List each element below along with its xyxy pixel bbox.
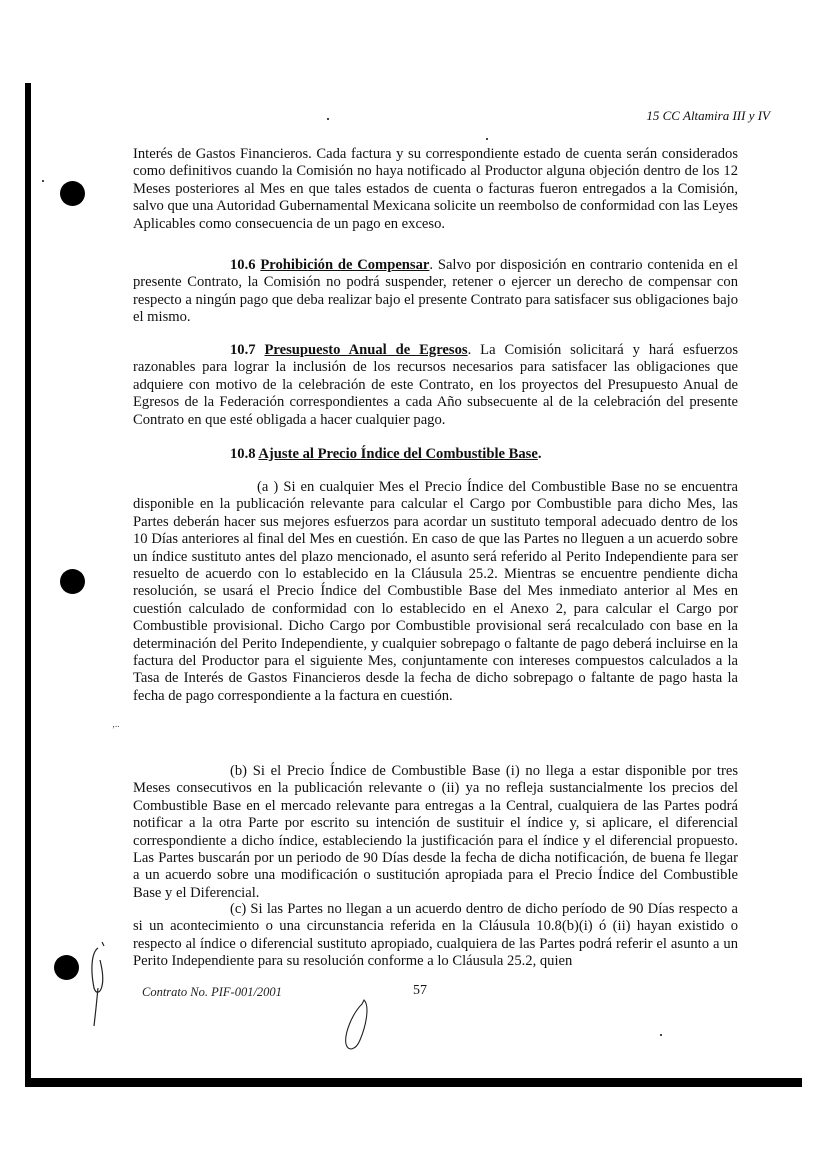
section-10-8-c: (c) Si las Partes no llegan a un acuerdo dentro de dicho período de 90 Días respecto a si un acontecimiento o una circunstancia referida en la Cláusula 10.8(b)(i) ó (ii) hayan existido o respecto al índice o diferencial sustituto apropiado, cualquiera de las Partes podrá referir el asunto a un Perito Independiente para su resolución conforme a lo Cláusula 25.2, quien (133, 901, 738, 970)
paragraph-continuation: Interés de Gastos Financieros. Cada factura y su correspondiente estado de cuenta serán considerados como definitivos cuando la Comisión no haya notificado al Productor alguna objeción dentro de los 12 Meses posteriores al Mes en que tales estados de cuenta o facturas fueron entregados a la Comisión, salvo que una Autoridad Gubernamental Mexicana solicite un reembolso de conformidad con las Leyes Aplicables como consecuencia de un pago en exceso. (133, 146, 738, 232)
scan-speck (42, 180, 44, 182)
scan-speck (486, 138, 488, 140)
section-10-8-period: . (537, 446, 542, 462)
section-10-6 (133, 257, 738, 327)
section-10-7-number: 10.7 (230, 342, 256, 358)
handwritten-initial-left (84, 938, 114, 1028)
scan-border-left (25, 83, 31, 1087)
section-10-7-text: . La Comisión solicitará y hará esfuerzos razonables para lograr la inclusión de los recursos necesarios para satisfacer las obligaciones que adquiere con motivo de la celebración de este Contrato, en los proyectos del Presupuesto Anual de Egresos de la Federación correspondientes a cada Año subsecuente al de la celebración del presente Contrato en que esté obligada a hacer cualquier pago. (133, 342, 739, 428)
section-10-8-a: (a ) Si en cualquier Mes el Precio Índice del Combustible Base no se encuentra disponible en la publicación relevante para calcular el Cargo por Combustible para dicho Mes, las Partes deberán hacer sus mejores esfuerzos para acordar un sustituto temporal adecuado dentro de los 10 Días anteriores al final del Mes en cuestión. En caso de que las Partes no lleguen a un acuerdo sobre un índice sustituto antes del plazo mencionado, el asunto será referido al Perito Independiente para ser resuelto de acuerdo con lo establecido en la Cláusula 25.2. Mientras se encuentre pendiente dicha resolución, se usará el Precio Índice del Combustible Base del Mes inmediato anterior al Mes en cuestión calculado de conformidad con lo establecido en el Anexo 2, para calcular el Cargo por Combustible provisional. Dicho Cargo por Combustible provisional será recalculado con base en la determinación del Perito Independiente, y cualquier sobrepago o faltante de pago deberá incluirse en la factura del Productor para el siguiente Mes, conjuntamente con intereses compuestos calculados a la Tasa de Interés de Gastos Financieros desde la fecha de dicho sobrepago o faltante de pago hasta la fecha de pago correspondiente a la factura en cuestión. (133, 479, 738, 704)
scan-speck (660, 1034, 662, 1036)
section-10-6-title: Prohibición de Compensar (260, 257, 430, 273)
section-10-8-heading (230, 446, 541, 463)
section-10-7-title: Presupuesto Anual de Egresos (264, 342, 468, 358)
punch-hole-middle (60, 569, 85, 594)
punch-hole-top (60, 181, 85, 206)
section-10-8-number: 10.8 (230, 446, 256, 462)
section-10-8-b: (b) Si el Precio Índice de Combustible Base (i) no llega a estar disponible por tres Meses consecutivos en la publicación relevante o (ii) ya no refleja sustancialmente los precios del Combustible Base en el mercado relevante para entregas a la Central, cualquiera de las Partes podrá notificar a la otra Parte por escrito su intención de sustituir el índice y, si aplicare, el diferencial correspondiente a dicho índice, estableciendo la justificación para el índice y el diferencial propuesto. Las Partes buscarán por un periodo de 90 Días desde la fecha de dicha notificación, de buena fe llegar a un acuerdo sobre una modificación o sustitución apropiada para el Precio Índice del Combustible Base y el Diferencial. (133, 763, 738, 901)
document-header: 15 CC Altamira III y IV (646, 108, 770, 123)
scan-margin-mark: ‚.. (112, 719, 120, 729)
footer-page-number: 57 (413, 983, 427, 998)
punch-hole-bottom (54, 955, 79, 980)
section-10-8-title: Ajuste al Precio Índice del Combustible Base (258, 446, 538, 462)
scan-border-bottom (25, 1078, 802, 1087)
footer-contract-number: Contrato No. PIF-001/2001 (142, 985, 282, 999)
section-10-7 (133, 342, 738, 429)
scan-speck (327, 118, 329, 120)
handwritten-initial-center (340, 996, 374, 1054)
section-10-6-text: . Salvo por disposición en contrario contenida en el presente Contrato, la Comisión no podrá suspender, retener o ejercer un derecho de compensar con respecto a ningún pago que deba realizar bajo el presente Contrato para satisfacer sus obligaciones bajo el mismo. (133, 257, 739, 326)
section-10-6-number: 10.6 (230, 257, 256, 273)
